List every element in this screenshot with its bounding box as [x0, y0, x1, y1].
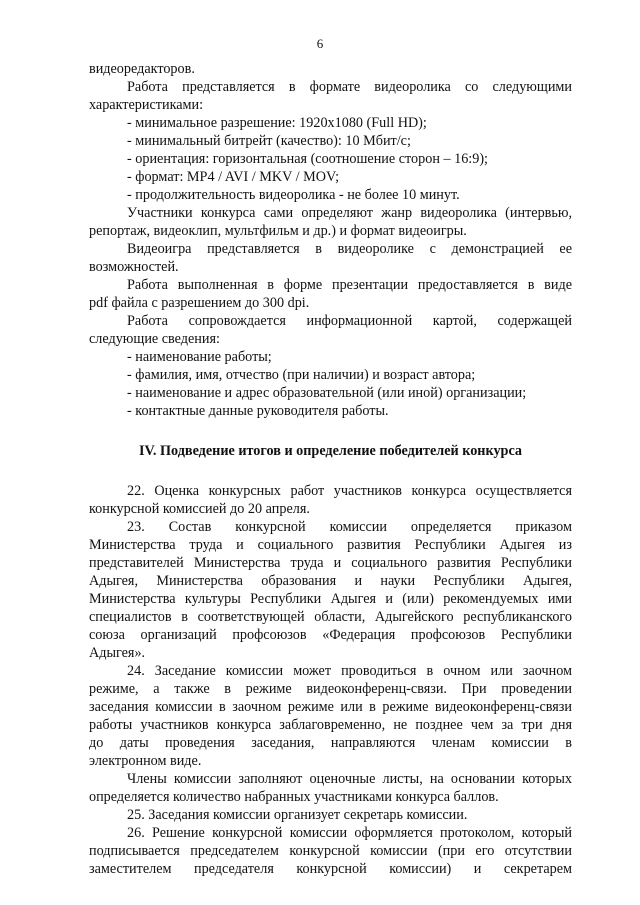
text-line: электронном виде. — [89, 753, 202, 769]
section-heading: IV. Подведение итогов и определение победителей конкурса — [138, 443, 523, 459]
text-line: 24. Заседание комиссии может проводиться в очном или заочном — [127, 663, 572, 679]
text-line: режиме, а также в режиме видеоконференц-связи. При проведении — [89, 681, 572, 697]
text-line: определяется количество набранных участниками конкурса баллов. — [89, 789, 499, 805]
list-item: - фамилия, имя, отчество (при наличии) и возраст автора; — [127, 367, 476, 383]
text-line: подписывается председателем конкурсной комиссии (при его отсутствии — [89, 843, 572, 859]
text-line: заседания комиссии в заочном режиме или в режиме видеоконференц-связи — [89, 699, 572, 715]
text-line: 25. Заседания комиссии организует секретарь комиссии. — [127, 807, 468, 823]
list-item: - минимальное разрешение: 1920х1080 (Full HD); — [127, 115, 427, 131]
text-line: Видеоигра представляется в видеоролике с демонстрацией ее — [127, 241, 572, 257]
text-line: pdf файла с разрешением до 300 dpi. — [89, 295, 310, 311]
text-line: до даты проведения заседания, направляются членам комиссии в — [89, 735, 572, 751]
text-line: следующие сведения: — [89, 331, 220, 347]
text-line: 22. Оценка конкурсных работ участников конкурса осуществляется — [127, 483, 572, 499]
list-item: - формат: MP4 / AVI / MKV / MOV; — [127, 169, 340, 185]
text-line: 23. Состав конкурсной комиссии определяется приказом — [127, 519, 572, 535]
text-line: Адыгея». — [89, 645, 146, 661]
text-line: специалистов в соответствующей области, Адыгейского республиканского — [89, 609, 572, 625]
text-line: 26. Решение конкурсной комиссии оформляется протоколом, который — [127, 825, 572, 841]
text-line: Министерства культуры Республики Адыгея и (или) рекомендуемых ими — [89, 591, 572, 607]
text-line: Министерства труда и социального развития Республики Адыгея из — [89, 537, 572, 553]
text-line: союза организаций профсоюзов «Федерация профсоюзов Республики — [89, 627, 572, 643]
text-line: Участники конкурса сами определяют жанр видеоролика (интервью, — [127, 205, 572, 221]
list-item: - наименование и адрес образовательной (или иной) организации; — [127, 385, 527, 401]
list-item: - контактные данные руководителя работы. — [127, 403, 389, 419]
text-line: возможностей. — [89, 259, 179, 275]
text-line: Работа сопровождается информационной картой, содержащей — [127, 313, 572, 329]
text-line: Работа представляется в формате видеоролика со следующими — [127, 79, 572, 95]
text-line: заместителем председателя конкурсной комиссии) и секретарем — [89, 861, 572, 877]
text-line: репортаж, видеоклип, мультфильм и др.) и формат видеоигры. — [89, 223, 467, 239]
text-line: конкурсной комиссией до 20 апреля. — [89, 501, 310, 517]
text-line: характеристиками: — [89, 97, 204, 113]
list-item: - минимальный битрейт (качество): 10 Мбит/с; — [127, 133, 411, 149]
list-item: - ориентация: горизонтальная (соотношение сторон – 16:9); — [127, 151, 488, 167]
text-line: работы участников конкурса заблаговременно, не позднее чем за три дня — [89, 717, 572, 733]
list-item: - продолжительность видеоролика - не более 10 минут. — [127, 187, 460, 203]
text-line: Адыгея, Министерства образования и науки Республики Адыгея, — [89, 573, 572, 589]
list-item: - наименование работы; — [127, 349, 272, 365]
text-line: видеоредакторов. — [89, 61, 195, 77]
text-line: Члены комиссии заполняют оценочные листы, на основании которых — [127, 771, 572, 787]
text-line: представителей Министерства труда и социального развития Республики — [89, 555, 572, 571]
text-line: Работа выполненная в форме презентации предоставляется в виде — [127, 277, 572, 293]
page-number: 6 — [316, 36, 324, 51]
